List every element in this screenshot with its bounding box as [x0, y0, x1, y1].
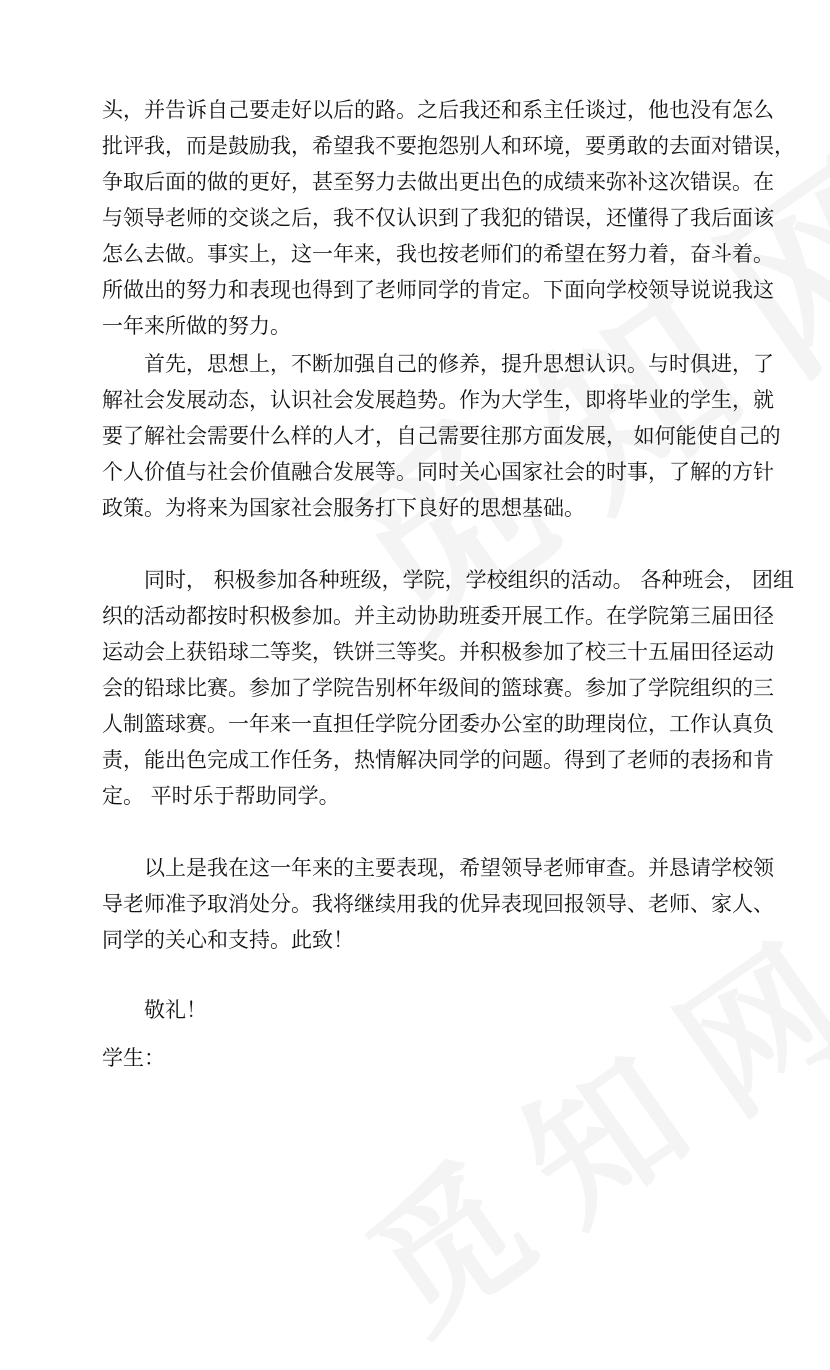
text-line: 首先，思想上，不断加强自己的修养，提升思想认识。与时俱进，了 — [144, 352, 774, 376]
text-line: 解社会发展动态，认识社会发展趋势。作为大学生，即将毕业的学生，就 — [102, 388, 774, 412]
text-line: 要了解社会需要什么样的人才，自己需要往那方面发展， 如何能使自己的 — [102, 424, 781, 448]
text-line: 人制篮球赛。一年来一直担任学院分团委办公室的助理岗位，工作认真负 — [102, 712, 774, 736]
paragraph-2 — [102, 346, 781, 526]
text-line: 一年来所做的努力。 — [102, 314, 291, 338]
text-line: 头，并告诉自己要走好以后的路。之后我还和系主任谈过，他也没有怎么 — [102, 98, 774, 122]
text-line: 以上是我在这一年来的主要表现，希望领导老师审查。并恳请学校领 — [144, 856, 774, 880]
text-line: 定。 平时乐于帮助同学。 — [102, 784, 340, 808]
paragraph-4 — [102, 850, 774, 958]
signature-line: 学生： — [102, 1046, 165, 1070]
text-line: 怎么去做。事实上，这一年来，我也按老师们的希望在努力着，奋斗着。 — [102, 242, 774, 266]
text-line: 会的铅球比赛。参加了学院告别杯年级间的篮球赛。参加了学院组织的三 — [102, 676, 774, 700]
text-line: 责，能出色完成工作任务，热情解决同学的问题。得到了老师的表扬和肯 — [102, 748, 774, 772]
text-line: 所做出的努力和表现也得到了老师同学的肯定。下面向学校领导说说我这 — [102, 278, 774, 302]
text-line: 导老师准予取消处分。我将继续用我的优异表现回报领导、老师、家人、 — [102, 892, 774, 916]
closing-salutation: 敬礼！ — [144, 998, 207, 1022]
text-line: 批评我，而是鼓励我，希望我不要抱怨别人和环境，要勇敢的去面对错误， — [102, 134, 795, 158]
paragraph-3 — [102, 562, 795, 814]
text-line: 个人价值与社会价值融合发展等。同时关心国家社会的时事，了解的方针 — [102, 460, 774, 484]
text-line: 与领导老师的交谈之后，我不仅认识到了我犯的错误，还懂得了我后面该 — [102, 206, 774, 230]
text-line: 争取后面的做的更好，甚至努力去做出更出色的成绩来弥补这次错误。在 — [102, 170, 774, 194]
paragraph-1 — [102, 92, 795, 344]
text-line: 同学的关心和支持。此致！ — [102, 928, 354, 952]
text-line: 同时， 积极参加各种班级，学院，学校组织的活动。 各种班会， 团组 — [144, 568, 795, 592]
text-line: 织的活动都按时积极参加。并主动协助班委开展工作。在学院第三届田径 — [102, 604, 774, 628]
text-line: 运动会上获铅球二等奖，铁饼三等奖。并积极参加了校三十五届田径运动 — [102, 640, 774, 664]
text-line: 政策。为将来为国家社会服务打下良好的思想基础。 — [102, 496, 585, 520]
